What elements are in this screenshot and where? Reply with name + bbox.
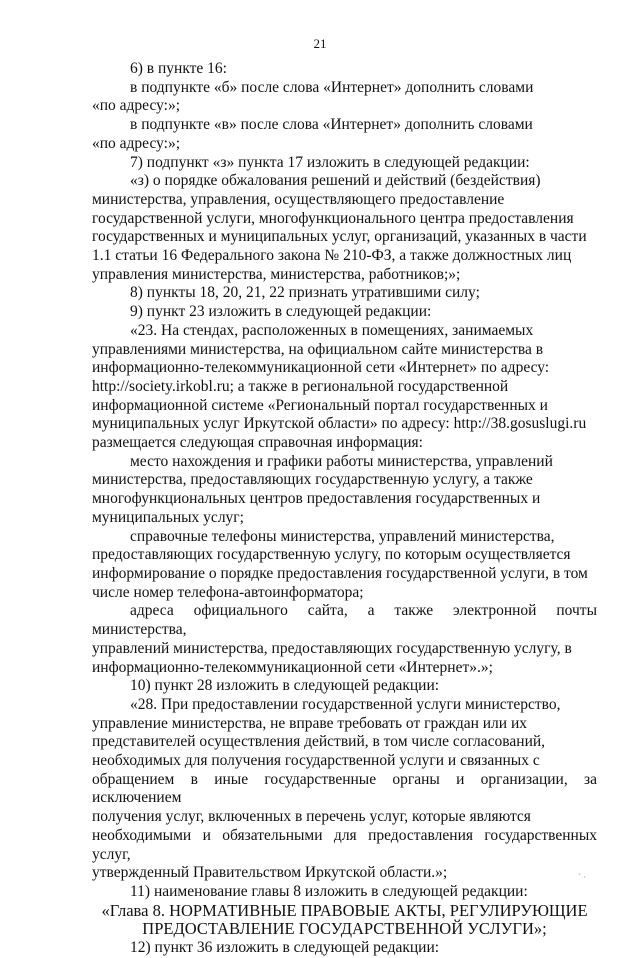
paragraph: в подпункте «б» после слова «Интернет» дополнить словами «по адресу:»;	[92, 78, 534, 115]
paragraph: место нахождения и графики работы министерства, управлений министерства, предоставляющих государственную услугу, а также многофункциональных центров предоставления государственных и муниципальных услуг;	[92, 452, 553, 526]
paragraph: в подпункте «в» после слова «Интернет» дополнить словами «по адресу:»;	[92, 116, 533, 152]
paragraph: 10) пункт 28 изложить в следующей редакции:	[130, 677, 440, 695]
paragraph: 12) пункт 36 изложить в следующей редакции:	[130, 939, 440, 957]
paragraph: 9) пункт 23 изложить в следующей редакции:	[130, 303, 432, 321]
paragraph: «28. При предоставлении государственной услуги министерство, управление министерства, не вправе требовать от граждан или их представителей осуществления действий, в том числе согласований, необходимых для получения государственной услуги и связанных с обращением в иные государственные органы и организации, за исключением получения услуг, включенных в перечень услуг, которые являются необходимыми и обязательными для предоставления государственных услуг, утвержденный Правительством Иркутской области.»;	[92, 695, 597, 882]
paragraph: 6) в пункте 16:	[130, 60, 227, 77]
paragraph: 11) наименование главы 8 изложить в следующей редакции:	[130, 882, 528, 900]
paragraph: справочные телефоны министерства, управлений министерства, предоставляющих государственную услугу, по которым осуществляется информирование о порядке предоставления государственной услуги, в том числе номер телефона-автоинформатора;	[92, 527, 588, 601]
paragraph: адреса официального сайта, а также электронной почты министерства, управлений министерства, предоставляющих государственную услугу, в информационно-телекоммуникационной сети «Интернет».»;	[92, 602, 597, 676]
chapter-heading: «Глава 8. НОРМАТИВНЫЕ ПРАВОВЫЕ АКТЫ, РЕГУЛИРУЮЩИЕ ПРЕДОСТАВЛЕНИЕ ГОСУДАРСТВЕННОЙ УСЛУГИ»;	[101, 900, 588, 939]
document-body	[92, 60, 597, 958]
paragraph: 8) пункты 18, 20, 21, 22 признать утратившими силу;	[130, 284, 480, 302]
paragraph: «23. На стендах, расположенных в помещениях, занимаемых управлениями министерства, на официальном сайте министерства в информационно-телекоммуникационной сети «Интернет» по адресу: http://society.irkobl.ru; а также в региональной государственной информационной системе «Региональный портал государственных и муниципальных услуг Иркутской области» по адресу: http://38.gosuslugi.ru размещается следующая справочная информация:	[92, 321, 587, 452]
paragraph: «з) о порядке обжалования решений и действий (бездействия) министерства, управления, осуществляющего предоставление государственной услуги, многофункционального центра предоставления государственных и муниципальных услуг, организаций, указанных в части 1.1 статьи 16 Федерального закона № 210-ФЗ, а также должностных лиц управления министерства, министерства, работников;»;	[92, 172, 587, 283]
paragraph: 7) подпункт «з» пункта 17 изложить в следующей редакции:	[130, 153, 530, 171]
page-number: 21	[313, 36, 327, 51]
corner-mark: ` ·	[578, 872, 587, 882]
